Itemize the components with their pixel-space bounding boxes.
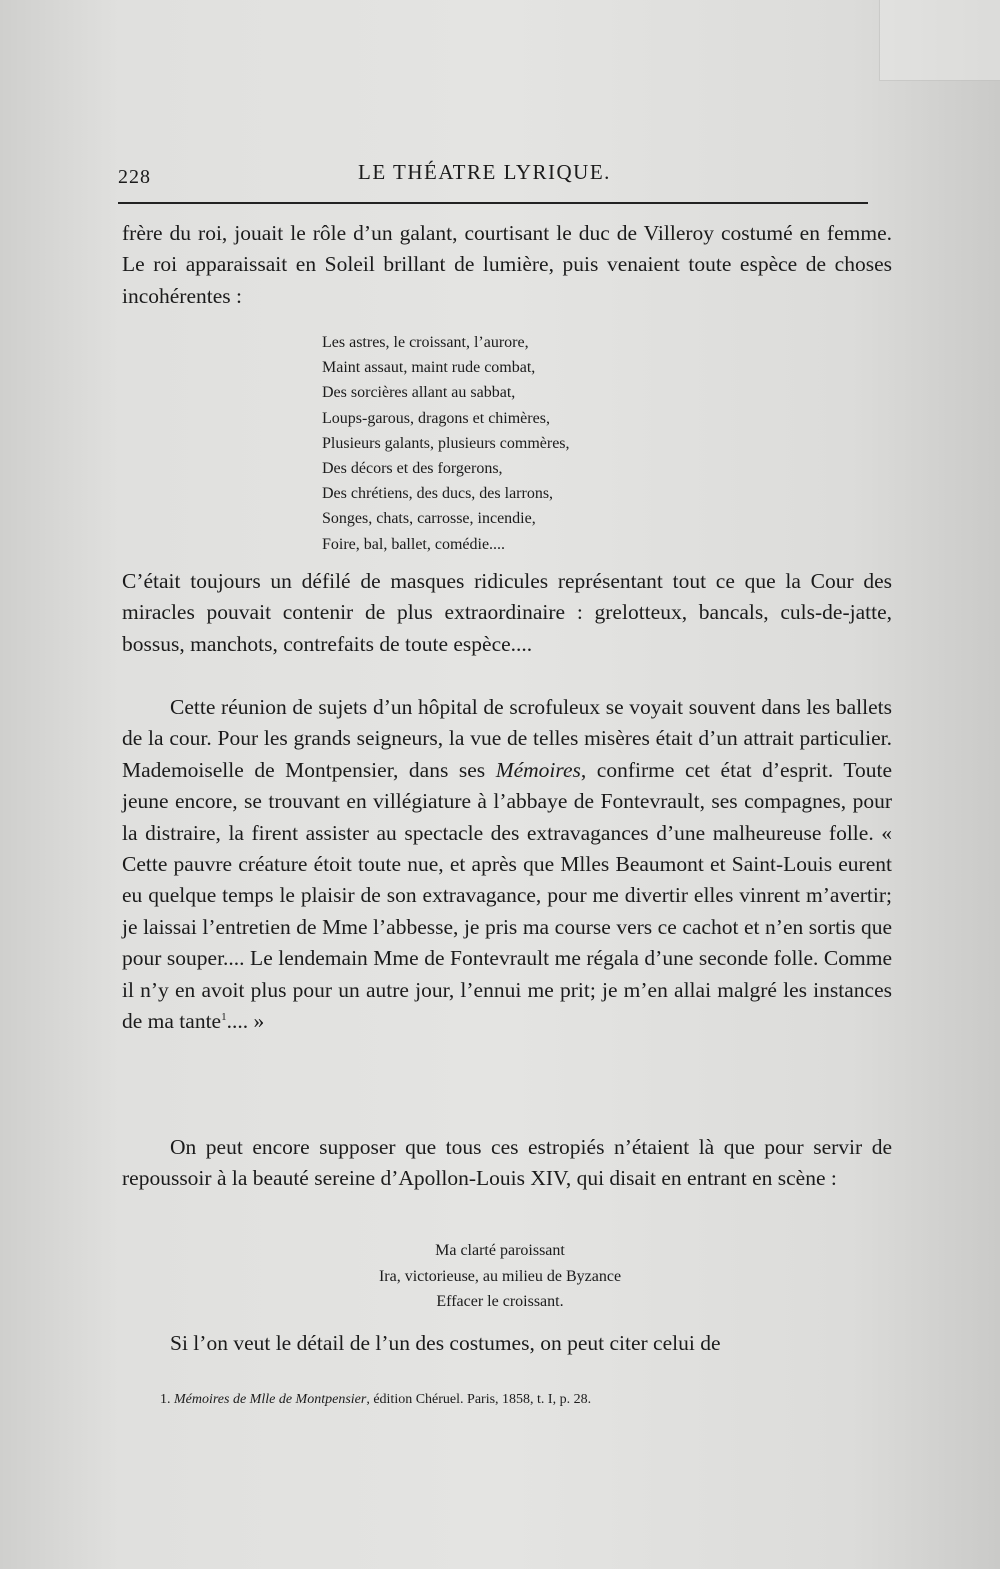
paragraph-3-text xyxy=(122,692,892,1037)
header-rule xyxy=(118,202,868,204)
paragraph-1-text: frère du roi, jouait le rôle d’un galant, courtisant le duc de Villeroy costumé en femme. Le roi apparaissait en Soleil brillant de lumière, puis venaient toute espèce de choses incohérentes : xyxy=(122,221,892,308)
verse-line: Foire, bal, ballet, comédie.... xyxy=(322,535,506,553)
verse-line: Loups-garous, dragons et chimères, xyxy=(322,409,550,427)
verse-line: Des sorcières allant au sabbat, xyxy=(322,384,516,402)
page-corner-tab xyxy=(879,0,1000,81)
paragraph-2-text: C’était toujours un défilé de masques ridicules représentant tout ce que la Cour des miracles pouvait contenir de plus extraordinaire : grelotteux, bancals, culs-de-jatte, bossus, manchots, contrefaits de toute espèce.... xyxy=(122,569,892,656)
footnote-mark[interactable]: 1 xyxy=(221,1010,227,1023)
paragraph-4-text: On peut encore supposer que tous ces estropiés n’étaient là que pour servir de repoussoir à la beauté sereine d’Apollon-Louis XIV, qui disait en entrant en scène : xyxy=(122,1135,892,1191)
paragraph-1 xyxy=(122,218,892,312)
paragraph-5 xyxy=(122,1328,892,1359)
verse-line: Plusieurs galants, plusieurs commères, xyxy=(322,434,570,452)
verse-line: Maint assaut, maint rude combat, xyxy=(322,359,536,377)
footnote-title: Mémoires de Mlle de Montpensier xyxy=(174,1392,367,1407)
verse-line: Effacer le croissant. xyxy=(436,1293,564,1310)
verse-block-1 xyxy=(322,330,570,557)
verse-block-2 xyxy=(320,1238,680,1315)
verse-line: Ira, victorieuse, au milieu de Byzance xyxy=(378,1267,622,1285)
footnote xyxy=(160,1392,591,1408)
paragraph-3-closing: .... » xyxy=(226,1009,265,1034)
paragraph-3-part-2: , confirme cet état d’esprit. Toute jeune encore, se trouvant en villégiature à l’abbaye de Fontevrault, ses compagnes, pour la distraire, la firent assister au spectacle des extravagances d’une malheureuse folle. « Cette pauvre créature étoit toute nue, et après que Mlles Beaumont et Saint-Louis eurent eu quelque temps le plaisir de son extravagance, pour me divertir elles vinrent m’avertir; je laissai l’entretien de Mme l’abbesse, je pris ma course vers ce cachot et n’en sortis que pour souper.... Le lendemain Mme de Fontevrault me régala d’une seconde folle. Comme il n’y en avoit plus pour un autre jour, l’ennui me prit; je m’en allai malgré les instances de ma tante xyxy=(122,757,892,1034)
page-header xyxy=(118,160,868,190)
page-number: 228 xyxy=(118,166,151,188)
paragraph-3 xyxy=(122,692,892,1037)
footnote-reference: , édition Chéruel. Paris, 1858, t. I, p. 28. xyxy=(366,1392,592,1407)
paragraph-4 xyxy=(122,1132,892,1195)
verse-line: Des décors et des forgerons, xyxy=(322,460,503,478)
footnote-number: 1. xyxy=(160,1392,171,1407)
paragraph-2 xyxy=(122,566,892,660)
verse-line: Des chrétiens, des ducs, des larrons, xyxy=(322,485,554,503)
running-title: LE THÉATRE LYRIQUE. xyxy=(358,160,611,184)
memoires-title: Mémoires xyxy=(495,757,581,782)
verse-line: Les astres, le croissant, l’aurore, xyxy=(322,334,529,351)
paragraph-3-part-1: Cette réunion de sujets d’un hôpital de scrofuleux se voyait souvent dans les ballets de la cour. Pour les grands seigneurs, la vue de telles misères était d’un attrait particulier. Mademoiselle de Montpensier, dans ses xyxy=(122,695,892,782)
verse-line: Ma clarté paroissant xyxy=(435,1242,565,1259)
paragraph-5-text: Si l’on veut le détail de l’un des costumes, on peut citer celui de xyxy=(170,1331,721,1355)
verse-line: Songes, chats, carrosse, incendie, xyxy=(322,510,536,528)
